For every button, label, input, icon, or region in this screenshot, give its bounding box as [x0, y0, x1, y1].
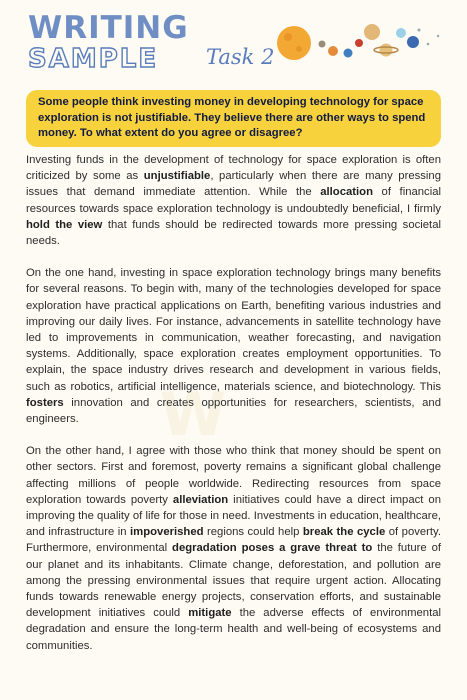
essay-paragraph-3: On the other hand, I agree with those who think that money should be spent on other sectors. First and foremost, poverty remains a significant global challenge affecting millions of people worldwide. Redirecting resources from space exploration towards poverty alleviation initiatives could have a direct impact on improving the quality of life for those in need. Investments in education, healthcare, and infrastructure in impoverished regions could help break the cycle of poverty. Furthermore, environmental degradation poses a grave threat to the future of our planet and its inhabitants. Climate change, deforestation, and pollution are among the pressing environmental issues that require urgent action. Allocating funds towards renewable energy projects, conservation efforts, and sustainable development initiatives could mitigate the adverse effects of environmental degradation and ensure the long-term health and well-being of ecosystems and communities.	[26, 445, 442, 652]
title-writing: WRITING	[28, 10, 189, 46]
prompt-text: Some people think investing money in developing technology for space exploration is not justifiable. They believe there are other ways to spend money. To what extent do you agree or disagree?	[38, 96, 426, 139]
planets-illustration	[268, 18, 458, 76]
planet-icon	[328, 46, 338, 56]
task-label: Task 2	[206, 45, 275, 69]
highlight-term: mitigate	[188, 607, 232, 620]
planet-icon	[396, 28, 406, 38]
essay-paragraph-1: Investing funds in the development of technology for space exploration is often criticized by some as unjustifiable, particularly when there are many pressing issues that demand immediate attention. While the allocation of financial resources towards space exploration technology is undoubtedly beneficial, I firmly hold the view that funds should be redirected towards more pressing societal needs.	[26, 154, 442, 248]
highlight-term: hold the view	[26, 218, 103, 231]
planet-icon	[407, 36, 419, 48]
highlight-term: impoverished	[130, 526, 204, 539]
highlight-term: allocation	[320, 186, 373, 199]
planet-icon	[344, 49, 353, 58]
planet-icon	[319, 41, 326, 48]
prompt-box	[26, 90, 441, 147]
title-sample: SAMPLE	[28, 44, 159, 74]
essay-body	[26, 152, 441, 670]
planet-icon	[364, 24, 380, 40]
sun-icon	[277, 26, 311, 60]
highlight-term: alleviation	[172, 493, 229, 506]
planet-icon	[355, 39, 363, 47]
highlight-term: degradation poses a grave threat to	[172, 542, 373, 555]
highlight-term: break the cycle	[302, 526, 386, 539]
saturn-icon	[380, 44, 393, 57]
page-header	[0, 0, 467, 90]
highlight-term: fosters	[26, 396, 64, 409]
highlight-term: unjustifiable	[143, 170, 211, 183]
essay-paragraph-2: On the one hand, investing in space exploration technology brings many benefits for several reasons. To begin with, many of the technologies developed for space exploration have practical applications on Earth, benefiting various industries and improving our daily lives. For instance, advancements in satellite technology have led to improvements in communication, weather forecasting, and navigation systems. Additionally, space exploration creates employment opportunities. To explain, the space industry drives research and development in various fields, such as robotics, artificial intelligence, materials science, and biotechnology. This fosters innovation and creates opportunities for researchers, scientists, and engineers.	[26, 267, 441, 426]
